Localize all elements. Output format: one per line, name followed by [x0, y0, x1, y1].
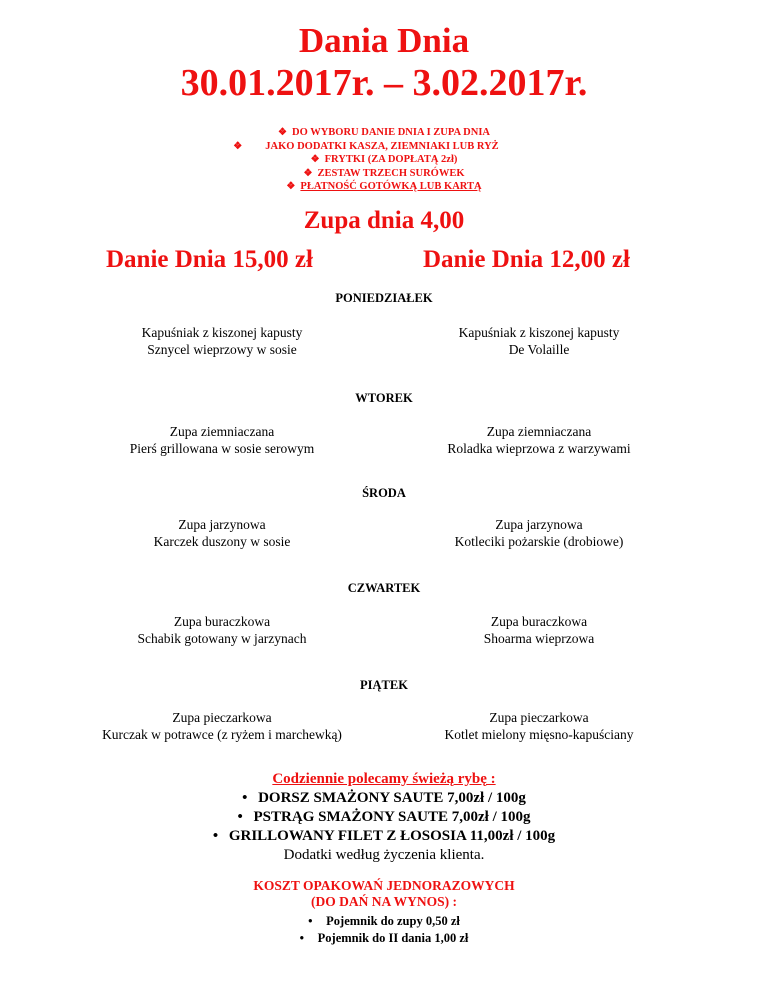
day-heading-wednesday: ŚRODA	[362, 486, 406, 500]
info-item: ❖ FRYTKI (ZA DOPŁATĄ 2zł)	[310, 154, 458, 165]
soup-name: Zupa ziemniaczana	[486, 424, 592, 439]
fish-item: • GRILLOWANY FILET Z ŁOSOSIA 11,00zł / 100g	[0, 827, 768, 846]
main-dish: Karczek duszony w sosie	[153, 534, 291, 549]
info-item: ❖ ZESTAW TRZECH SURÓWEK	[303, 167, 465, 179]
soup-name: Zupa pieczarkowa	[489, 710, 589, 725]
main-dish: De Volaille	[508, 342, 570, 357]
packaging-item: • Pojemnik do II dania 1,00 zł	[0, 930, 768, 947]
info-item: ❖ PŁATNOŚĆ GOTÓWKĄ LUB KARTĄ	[286, 181, 482, 192]
main-dish: Sznycel wieprzowy w sosie	[147, 342, 297, 357]
diamond-bullet-icon: ❖	[310, 154, 320, 165]
soup-name: Kapuśniak z kiszonej kapusty	[141, 325, 303, 340]
fish-list	[0, 789, 768, 846]
menu-left-thursday	[52, 613, 392, 647]
main-dish: Schabik gotowany w jarzynach	[137, 631, 307, 646]
main-dish: Shoarma wieprzowa	[483, 631, 595, 646]
soup-name: Zupa jarzynowa	[495, 517, 583, 532]
day-heading-thursday: CZWARTEK	[347, 581, 421, 595]
info-item: ❖ JAKO DODATKI KASZA, ZIEMNIAKI LUB RYŻ	[233, 140, 499, 152]
dish-price-left: Danie Dnia 15,00 zł	[106, 246, 313, 273]
menu-right-wednesday	[369, 516, 709, 550]
soup-name: Zupa jarzynowa	[178, 517, 266, 532]
fish-extras-note: Dodatki według życzenia klienta.	[283, 847, 485, 863]
menu-right-friday	[369, 709, 709, 743]
packaging-list	[0, 913, 768, 947]
packaging-heading-line2: (DO DAŃ NA WYNOS) :	[310, 894, 457, 909]
menu-right-thursday	[369, 613, 709, 647]
dish-price-right: Danie Dnia 12,00 zł	[423, 246, 630, 273]
main-dish: Kotleciki pożarskie (drobiowe)	[454, 534, 624, 549]
fish-heading: Codziennie polecamy świeżą rybę :	[272, 771, 496, 787]
menu-right-monday	[369, 324, 709, 358]
info-list	[0, 126, 768, 194]
menu-left-friday	[52, 709, 392, 743]
soup-price: Zupa dnia 4,00	[303, 207, 465, 234]
soup-name: Zupa buraczkowa	[490, 614, 588, 629]
info-item: ❖ DO WYBORU DANIE DNIA I ZUPA DNIA	[278, 127, 490, 138]
soup-name: Zupa ziemniaczana	[169, 424, 275, 439]
diamond-bullet-icon: ❖	[286, 181, 296, 192]
menu-left-monday	[52, 324, 392, 358]
main-dish: Kotlet mielony mięsno-kapuściany	[444, 727, 634, 742]
menu-right-tuesday	[369, 423, 709, 457]
day-heading-friday: PIĄTEK	[360, 678, 408, 692]
day-heading-monday: PONIEDZIAŁEK	[335, 291, 433, 305]
packaging-heading-line1: KOSZT OPAKOWAŃ JEDNORAZOWYCH	[253, 878, 515, 893]
fish-item: • PSTRĄG SMAŻONY SAUTE 7,00zł / 100g	[0, 808, 768, 827]
diamond-bullet-icon: ❖	[233, 140, 243, 152]
soup-name: Zupa buraczkowa	[173, 614, 271, 629]
day-heading-tuesday: WTOREK	[355, 391, 413, 405]
diamond-bullet-icon: ❖	[303, 167, 313, 179]
main-dish: Roladka wieprzowa z warzywami	[447, 441, 631, 456]
soup-name: Kapuśniak z kiszonej kapusty	[458, 325, 620, 340]
fish-item: • DORSZ SMAŻONY SAUTE 7,00zł / 100g	[0, 789, 768, 808]
date-range: 30.01.2017r. – 3.02.2017r.	[180, 62, 588, 104]
main-dish: Kurczak w potrawce (z ryżem i marchewką)	[102, 727, 342, 742]
menu-left-wednesday	[52, 516, 392, 550]
main-dish: Pierś grillowana w sosie serowym	[129, 441, 315, 456]
soup-name: Zupa pieczarkowa	[172, 710, 272, 725]
packaging-item: • Pojemnik do zupy 0,50 zł	[0, 913, 768, 930]
menu-left-tuesday	[52, 423, 392, 457]
page-title: Dania Dnia	[298, 21, 470, 60]
diamond-bullet-icon: ❖	[278, 127, 287, 138]
packaging-heading	[0, 878, 768, 910]
